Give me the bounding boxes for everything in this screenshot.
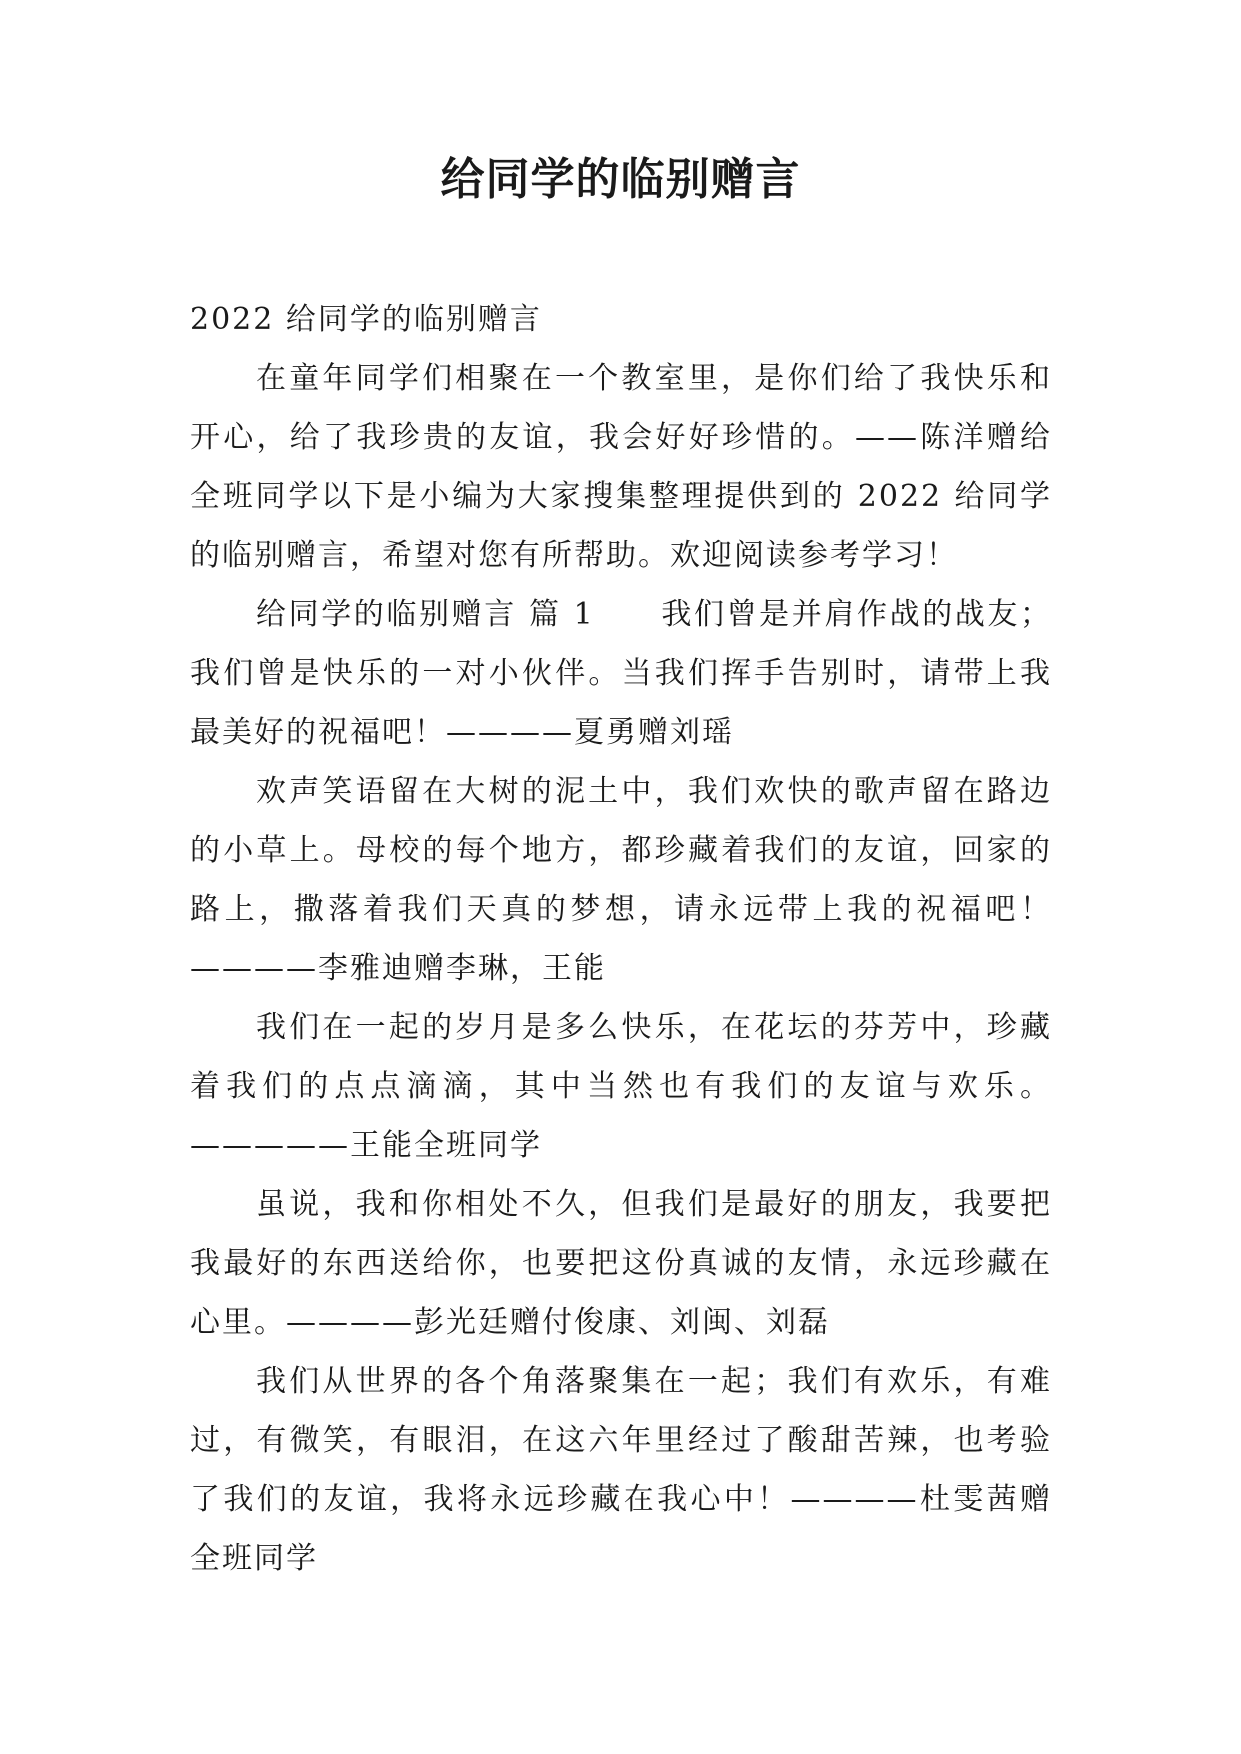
paragraph: 虽说，我和你相处不久，但我们是最好的朋友，我要把我最好的东西送给你，也要把这份真诚的友情，永远珍藏在心里。————彭光廷赠付俊康、刘闽、刘磊: [190, 1187, 1052, 1340]
paragraph: 我们在一起的岁月是多么快乐，在花坛的芬芳中，珍藏着我们的点点滴滴，其中当然也有我们的友谊与欢乐。—————王能全班同学: [190, 1010, 1052, 1163]
document-body: [190, 290, 1052, 1588]
paragraph: 欢声笑语留在大树的泥土中，我们欢快的歌声留在路边的小草上。母校的每个地方，都珍藏着我们的友谊，回家的路上，撒落着我们天真的梦想，请永远带上我的祝福吧！————李雅迪赠李琳，王能: [190, 774, 1052, 986]
intro-paragraph: 在童年同学们相聚在一个教室里，是你们给了我快乐和开心，给了我珍贵的友谊，我会好好珍惜的。——陈洋赠给全班同学以下是小编为大家搜集整理提供到的 2022 给同学的临别赠言，希望对您有所帮助。欢迎阅读参考学习！: [190, 361, 1052, 573]
document-subtitle: 2022 给同学的临别赠言: [190, 302, 542, 337]
section-first-text: 我们曾是并肩作战的战友；我们曾是快乐的一对小伙伴。当我们挥手告别时，请带上我最美好的祝福吧！————夏勇赠刘瑶: [190, 597, 1052, 750]
paragraph: 我们从世界的各个角落聚集在一起；我们有欢乐，有难过，有微笑，有眼泪，在这六年里经过了酸甜苦辣，也考验了我们的友谊，我将永远珍藏在我心中！————杜雯茜赠全班同学: [190, 1364, 1052, 1576]
document-title: 给同学的临别赠言: [440, 154, 801, 205]
section-paragraph: [190, 585, 1052, 762]
section-label: 给同学的临别赠言 篇 1: [256, 597, 595, 632]
